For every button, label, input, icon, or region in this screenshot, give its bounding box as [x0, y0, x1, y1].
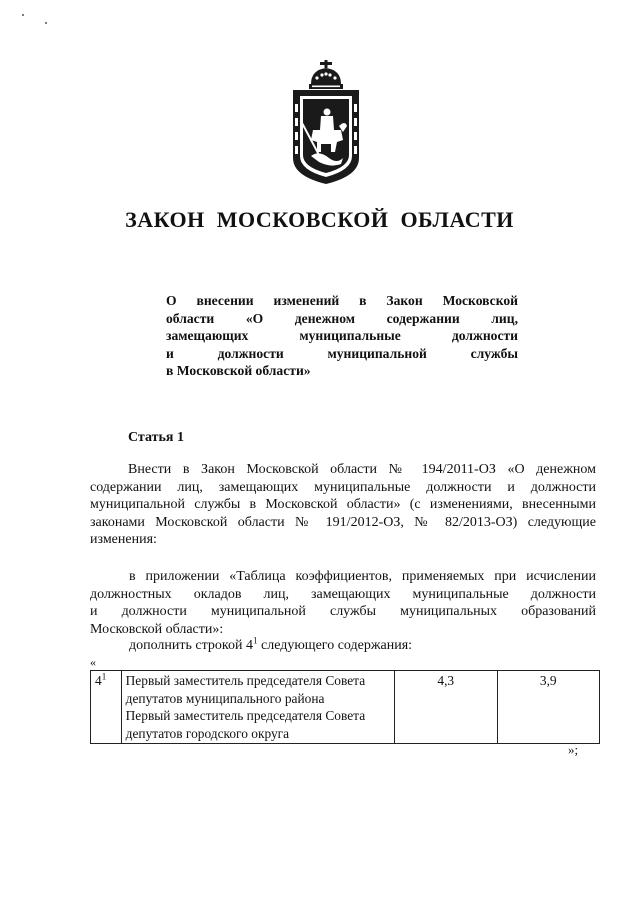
subject-line: О внесении изменений в Закон Московской [166, 293, 518, 308]
article-paragraph-1 [90, 461, 596, 549]
closing-quote: »; [568, 742, 579, 757]
paragraph-line: и должности муниципальной службы муниципальных образований [90, 604, 596, 620]
position-line: Первый заместитель председателя Совета [125, 673, 366, 688]
coefficient-2-cell: 3,9 [497, 671, 600, 744]
document-title: ЗАКОН МОСКОВСКОЙ ОБЛАСТИ [125, 207, 514, 232]
subject-line: замещающих муниципальные должности [166, 328, 518, 343]
table-row [91, 671, 600, 744]
position-line: депутатов муниципального района [125, 690, 325, 706]
row-number: 4 [95, 673, 102, 688]
paragraph-line: муниципальной службы в Московской области» (с изменениями, внесенными [90, 497, 596, 513]
inserted-table [90, 670, 600, 744]
row-number-cell [91, 671, 122, 744]
opening-quote: « [90, 655, 96, 669]
add-row-superscript: 1 [253, 635, 258, 646]
paragraph-line: содержании лиц, замещающих муниципальные должности и должности [90, 479, 596, 495]
row-number-superscript: 1 [101, 671, 107, 682]
paragraph-line: изменения: [90, 532, 157, 548]
paragraph-line: должностных окладов лиц, замещающих муниципальные должности [90, 586, 596, 602]
coefficient-1-cell: 4,3 [395, 671, 497, 744]
paragraph-line: Внести в Закон Московской области № 194/2011-ОЗ «О денежном [128, 462, 596, 477]
subject-line: в Московской области» [166, 363, 311, 378]
article-paragraph-2 [90, 568, 596, 638]
law-subject [166, 292, 518, 380]
position-cell [121, 671, 394, 744]
position-line: депутатов городского округа [125, 725, 290, 741]
moscow-oblast-coat-of-arms-icon [289, 60, 363, 188]
subject-line: и должности муниципальной службы [166, 345, 518, 361]
paragraph-line: Московской области»: [90, 621, 224, 637]
add-row-instruction [129, 635, 413, 654]
add-row-suffix: следующего содержания: [257, 638, 413, 653]
subject-line: области «О денежном содержании лиц, [166, 310, 518, 326]
scan-speck [22, 14, 24, 16]
paragraph-line: в приложении «Таблица коэффициентов, применяемых при исчислении [129, 569, 596, 584]
paragraph-line: законами Московской области № 191/2012-ОЗ, № 82/2013-ОЗ) следующие [90, 514, 596, 530]
add-row-prefix: дополнить строкой 4 [129, 638, 253, 653]
scan-speck [45, 22, 47, 24]
position-line: Первый заместитель председателя Совета [125, 708, 366, 723]
article-heading: Статья 1 [128, 430, 184, 445]
